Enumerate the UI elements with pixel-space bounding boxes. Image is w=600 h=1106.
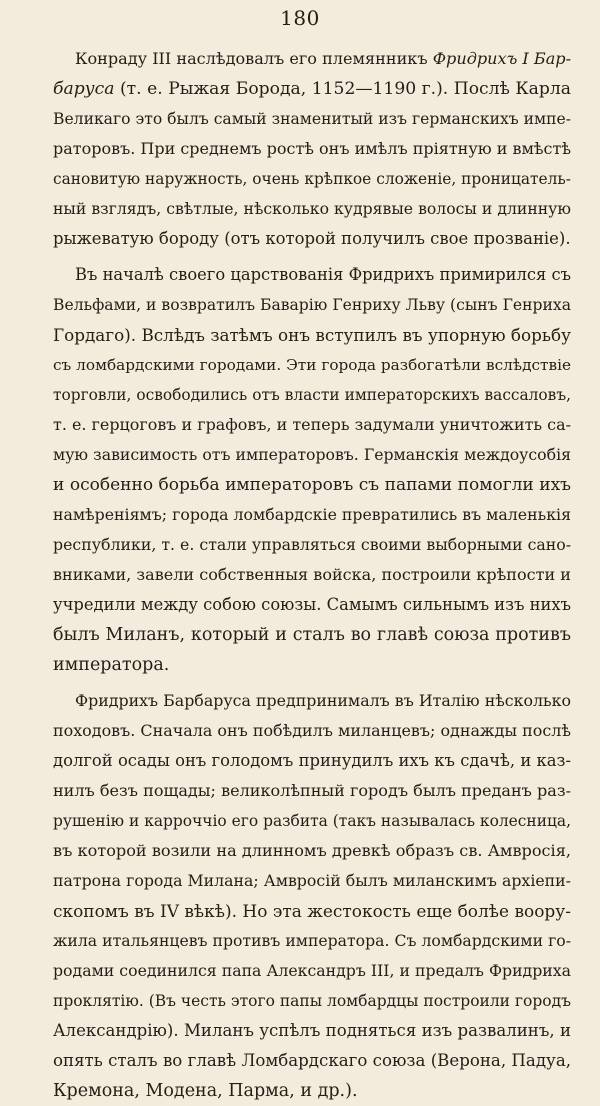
text-run: скопомъ въ IV вѣкѣ). Но эта жестокость еще болѣе воору- <box>53 901 571 921</box>
text-run: торговли, освободились отъ власти императорскихъ вассаловъ, <box>53 386 571 404</box>
text-line <box>53 986 571 1016</box>
text-line <box>53 650 571 680</box>
text-run: Александрію). Миланъ успѣлъ подняться изъ развалинъ, и <box>53 1021 571 1040</box>
text-line <box>53 1076 571 1106</box>
text-run: долгой осады онъ голодомъ принудилъ ихъ къ сдачѣ, и каз- <box>53 751 571 770</box>
text-line <box>53 320 571 350</box>
text-line <box>53 806 571 836</box>
text-run: Великаго это былъ самый знаменитый изъ германскихъ импе- <box>53 110 571 128</box>
text-run: мую зависимость отъ императоровъ. Германскія междоусобія <box>53 445 571 464</box>
text-line <box>53 530 571 560</box>
text-run: Вельфами, и возвратилъ Баварію Генриху Льву (сынъ Генриха <box>53 296 571 314</box>
body-text <box>53 44 571 1106</box>
text-run: съ ломбардскими городами. Эти города разбогатѣли вслѣдствіе <box>53 356 571 374</box>
text-run: патрона города Милана; Амвросій былъ миланскимъ архіепи- <box>53 871 571 890</box>
text-line <box>53 164 571 194</box>
paragraph <box>53 686 571 1106</box>
text-line <box>53 194 571 224</box>
text-run: Въ началѣ своего царствованія Фридрихъ примирился съ <box>75 265 571 284</box>
text-run: раторовъ. При среднемъ ростѣ онъ имѣлъ пріятную и вмѣстѣ <box>53 139 571 158</box>
text-run: рыжеватую бороду (отъ которой получилъ свое прозваніе). <box>53 229 571 248</box>
text-line <box>53 44 571 74</box>
text-line <box>53 896 571 926</box>
text-line <box>53 1016 571 1046</box>
text-line <box>53 1046 571 1076</box>
text-line <box>53 746 571 776</box>
text-run: т. е. герцоговъ и графовъ, и теперь задумали уничтожить са- <box>53 415 571 434</box>
text-line <box>53 134 571 164</box>
text-run: императора. <box>53 655 170 675</box>
text-run: Кремона, Модена, Парма, и др.). <box>53 1081 358 1101</box>
text-line <box>53 836 571 866</box>
text-run: ный взглядъ, свѣтлые, нѣсколько кудрявые волосы и длинную <box>53 199 571 218</box>
paragraph <box>53 260 571 680</box>
text-run: республики, т. е. стали управляться своими выборными сано- <box>53 535 572 554</box>
text-line <box>53 926 571 956</box>
text-line <box>53 776 571 806</box>
text-run: жила итальянцевъ противъ императора. Съ ломбардскими го- <box>53 931 571 950</box>
text-run: учредили между собою союзы. Самымъ сильнымъ изъ нихъ <box>53 595 572 614</box>
text-run: нилъ безъ пощады; великолѣпный городъ былъ преданъ раз- <box>53 781 571 800</box>
text-run: Конраду III наслѣдовалъ его племянникъ <box>75 49 433 68</box>
text-run: вниками, завели собственныя войска, построили крѣпости и <box>53 565 571 584</box>
text-run: проклятію. (Въ честь этого папы ломбардцы построили городъ <box>53 992 571 1010</box>
text-line <box>53 500 571 530</box>
text-run: и особенно борьба императоровъ съ папами помогли ихъ <box>53 475 571 495</box>
text-line <box>53 224 571 254</box>
text-line <box>53 410 571 440</box>
text-line <box>53 716 571 746</box>
text-line <box>53 956 571 986</box>
text-run: Гордаго). Вслѣдъ затѣмъ онъ вступилъ въ упорную борьбу <box>53 325 571 345</box>
text-line <box>53 440 571 470</box>
text-run: былъ Миланъ, который и сталъ во главѣ союза противъ <box>53 625 571 645</box>
text-run: въ которой возили на длинномъ древкѣ образъ св. Амвросія, <box>53 841 571 860</box>
text-line <box>53 470 571 500</box>
text-run: (т. е. Рыжая Борода, 1152—1190 г.). Послѣ Карла <box>114 79 571 99</box>
text-line <box>53 380 571 410</box>
text-line <box>53 620 571 650</box>
italic-text: баруса <box>53 79 115 99</box>
text-line <box>53 104 571 134</box>
text-line <box>53 866 571 896</box>
text-line <box>53 260 571 290</box>
italic-text: Фридрихъ I Бар- <box>432 49 572 68</box>
text-run: рушенію и карроччіо его разбита (такъ называлась колесница, <box>53 812 571 830</box>
text-line <box>53 74 571 104</box>
text-run: сановитую наружность, очень крѣпкое сложеніе, проницатель- <box>53 170 571 188</box>
text-run: родами соединился папа Александръ III, и предалъ Фридриха <box>53 961 571 980</box>
text-run: походовъ. Сначала онъ побѣдилъ миланцевъ; однажды послѣ <box>53 721 571 740</box>
text-run: опять сталъ во главѣ Ломбардскаго союза (Верона, Падуа, <box>53 1051 571 1070</box>
paragraph <box>53 44 571 254</box>
text-line <box>53 290 571 320</box>
text-line <box>53 686 571 716</box>
text-run: намѣреніямъ; города ломбардскіе превратились въ маленькія <box>53 505 572 524</box>
text-line <box>53 590 571 620</box>
page-number: 180 <box>280 6 320 30</box>
text-line <box>53 350 571 380</box>
text-run: Фридрихъ Барбаруса предпринималъ въ Италію нѣсколько <box>75 691 571 710</box>
text-line <box>53 560 571 590</box>
